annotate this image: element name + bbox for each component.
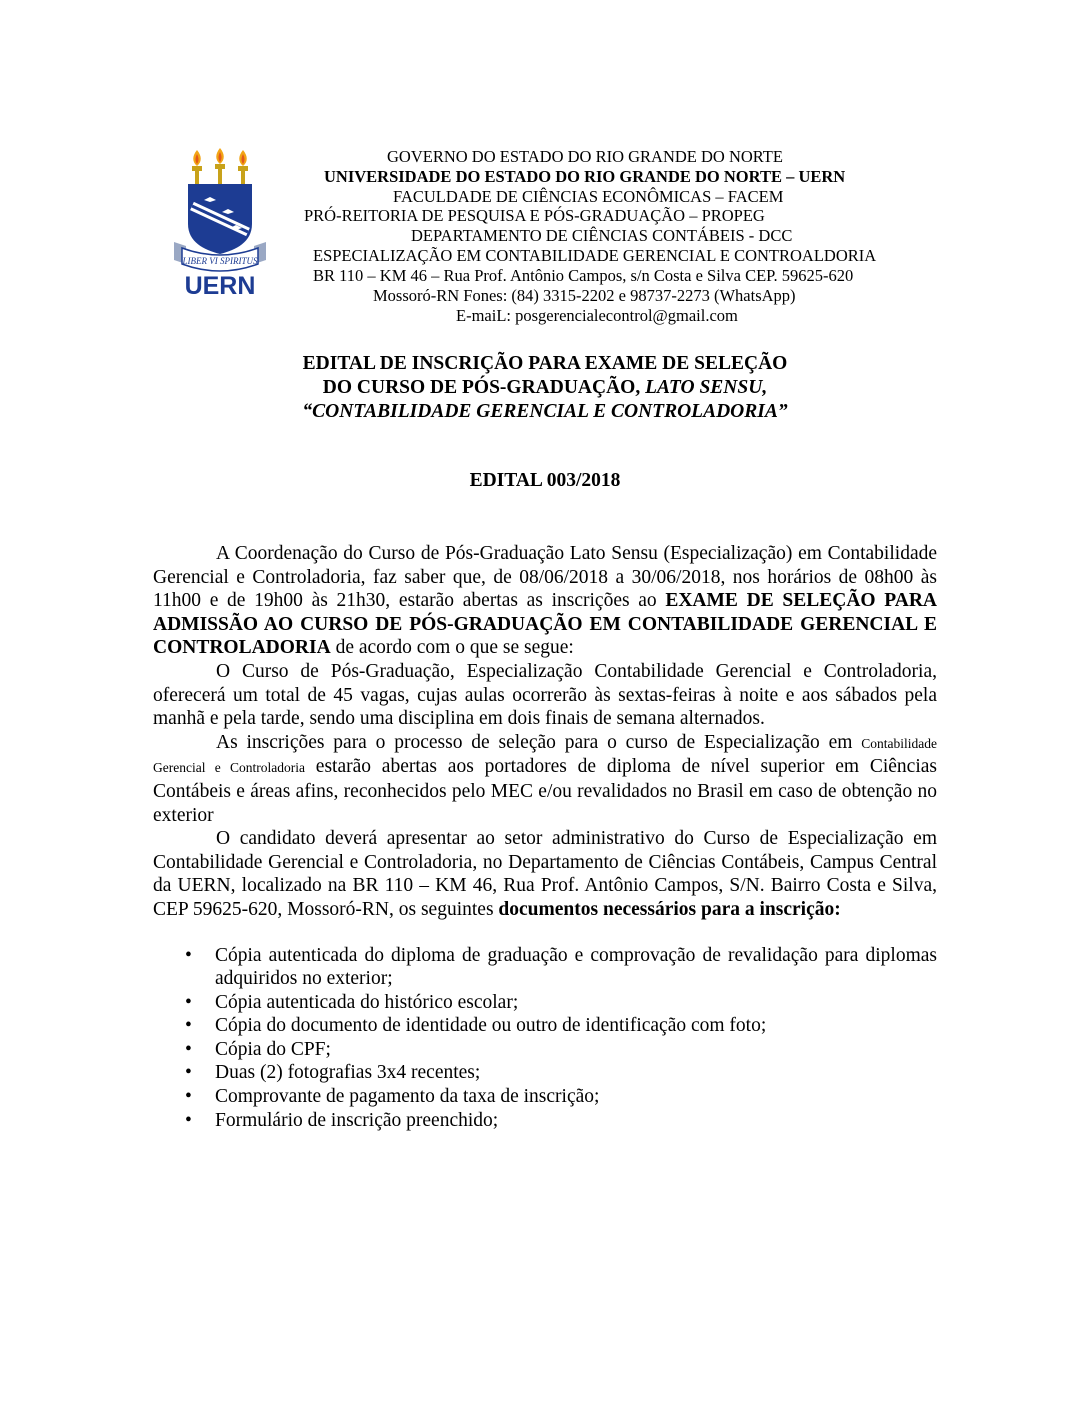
edital-number: EDITAL 003/2018 <box>469 470 621 491</box>
paragraph-4 <box>153 827 937 921</box>
list-item <box>153 1014 937 1038</box>
paragraph-4-bold: documentos necessários para a inscrição: <box>498 898 841 920</box>
list-item-text: Cópia autenticada do diploma de graduação e comprovação de revalidação para diplomas adquiridos no exterior; <box>215 944 937 990</box>
paragraph-4-text: O candidato deverá apresentar ao setor administrativo do Curso de Especialização em Contabilidade Gerencial e Controladoria, no Departamento de Ciências Contábeis, Campus Central da UERN, localizado na BR 110 – KM 46, Rua Prof. Antônio Campos, S/N. Bairro Costa e Silva, CEP 59625-620, Mossoró-RN, os seguintes <box>153 828 937 920</box>
torch-left-icon <box>192 150 202 185</box>
list-item <box>153 1038 937 1062</box>
title-line-1: EDITAL DE INSCRIÇÃO PARA EXAME DE SELEÇÃO <box>302 353 788 374</box>
motto-text: LIBER VI SPIRITUS <box>182 256 258 266</box>
torch-center-icon <box>215 148 225 185</box>
list-item <box>153 944 937 991</box>
header-line-7: BR 110 – KM 46 – Rua Prof. Antônio Campos, s/n Costa e Silva CEP. 59625-620 <box>313 266 854 285</box>
list-item-text: Formulário de inscrição preenchido; <box>215 1109 499 1131</box>
list-item <box>153 991 937 1015</box>
torch-right-icon <box>238 150 248 185</box>
documents-list <box>153 944 937 1133</box>
title-line-3: “CONTABILIDADE GERENCIAL E CONTROLADORIA” <box>302 401 788 422</box>
bullet-icon: • <box>185 1086 192 1108</box>
title-line-2-a: DO CURSO DE PÓS-GRADUAÇÃO, <box>322 377 646 398</box>
title-line-2-b: LATO SENSU, <box>645 377 768 398</box>
header-line-8: Mossoró-RN Fones: (84) 3315-2202 e 98737-2273 (WhatsApp) <box>373 286 796 305</box>
paragraph-3 <box>153 731 937 827</box>
title-line-2 <box>150 376 940 399</box>
uern-logo <box>170 146 270 298</box>
header-line-5: DEPARTAMENTO DE CIÊNCIAS CONTÁBEIS - DCC <box>411 226 793 245</box>
paragraph-1 <box>153 542 937 660</box>
paragraph-3-small: Contabilidade Gerencial e Controladoria <box>153 735 937 776</box>
paragraph-2: O Curso de Pós-Graduação, Especialização Contabilidade Gerencial e Controladoria, oferecerá um total de 45 vagas, cujas aulas ocorrerão às sextas-feiras à noite e aos sábados pela manhã e pela tarde, sendo uma disciplina em dois finais de semana alternados. <box>153 660 937 730</box>
header-line-1: GOVERNO DO ESTADO DO RIO GRANDE DO NORTE <box>387 147 783 166</box>
bullet-icon: • <box>185 1062 192 1084</box>
document-body <box>153 542 937 1132</box>
list-item-text: Comprovante de pagamento da taxa de inscrição; <box>215 1086 600 1108</box>
list-item-text: Cópia autenticada do histórico escolar; <box>215 991 519 1013</box>
list-item <box>153 1061 937 1085</box>
header-line-2: UNIVERSIDADE DO ESTADO DO RIO GRANDE DO NORTE – UERN <box>324 167 846 186</box>
header-line-3: FACULDADE DE CIÊNCIAS ECONÔMICAS – FACEM <box>393 187 784 206</box>
paragraph-1-bold: EXAME DE SELEÇÃO PARA ADMISSÃO AO CURSO DE PÓS-GRADUAÇÃO EM CONTABILIDADE GERENCIAL E CONTROLADORIA <box>153 590 937 659</box>
header-line-6: ESPECIALIZAÇÃO EM CONTABILIDADE GERENCIAL E CONTROALDORIA <box>313 246 877 265</box>
bullet-icon: • <box>185 944 192 966</box>
list-item <box>153 1085 937 1109</box>
wordmark-text: UERN <box>184 272 256 298</box>
header-line-9: E-maiL: posgerencialecontrol@gmail.com <box>456 306 738 325</box>
paragraph-3-text: As inscrições para o processo de seleção para o curso de Especialização em <box>216 731 862 753</box>
bullet-icon: • <box>185 991 192 1013</box>
list-item <box>153 1109 937 1133</box>
header-line-4: PRÓ-REITORIA DE PESQUISA E PÓS-GRADUAÇÃO – PROPEG <box>304 206 765 225</box>
paragraph-1-end: de acordo com o que se segue: <box>330 637 574 659</box>
paragraph-1-text: A Coordenação do Curso de Pós-Graduação Lato Sensu (Especialização) em Contabilidade Gerencial e Controladoria, faz saber que, de 08/06/2018 a 30/06/2018, nos horários de 08h00 às 11h00 e de 19h00 às 21h30, estarão abertas as inscrições ao <box>153 543 937 612</box>
list-item-text: Duas (2) fotografias 3x4 recentes; <box>215 1062 481 1084</box>
list-item-text: Cópia do documento de identidade ou outro de identificação com foto; <box>215 1015 767 1037</box>
bullet-icon: • <box>185 1015 192 1037</box>
bullet-icon: • <box>185 1038 192 1060</box>
shield-icon <box>188 184 252 254</box>
paragraph-3-end: estarão abertas aos portadores de diploma de nível superior em Ciências Contábeis e áreas afins, reconhecidos pelo MEC e/ou revalidados no Brasil em caso de obtenção no exterior <box>153 756 937 826</box>
bullet-icon: • <box>185 1109 192 1131</box>
list-item-text: Cópia do CPF; <box>215 1038 331 1060</box>
